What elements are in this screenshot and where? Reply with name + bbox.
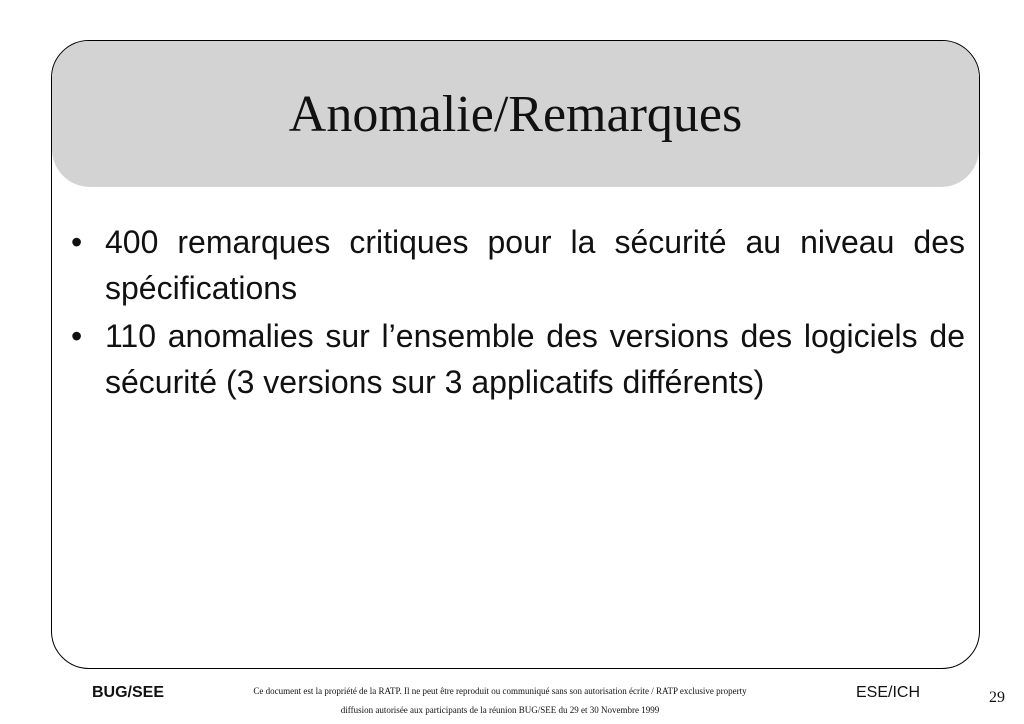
bullet-marker: • [71, 318, 83, 354]
bullet-marker: • [71, 224, 83, 260]
bullet-item [71, 313, 965, 405]
title-band [52, 41, 979, 187]
bullet-list [71, 219, 965, 407]
footer-notice-line1: Ce document est la propriété de la RATP. Il ne peut être reproduit ou communiqué sans son autorisation écrite / RATP exclusive property [253, 686, 747, 696]
slide-frame [51, 40, 980, 669]
footer-department: ESE/ICH [856, 684, 921, 701]
footer-organization: BUG/SEE [92, 684, 165, 701]
footer-notice [200, 685, 800, 716]
footer-notice-line2: diffusion autorisée aux participants de la réunion BUG/SEE du 29 et 30 Novembre 1999 [340, 705, 660, 715]
bullet-text: 110 anomalies sur l’ensemble des versions des logiciels de sécurité (3 versions sur 3 applicatifs différents) [105, 318, 965, 400]
slide-title: Anomalie/Remarques [288, 86, 743, 143]
page-number: 29 [989, 689, 1005, 706]
bullet-text: 400 remarques critiques pour la sécurité au niveau des spécifications [105, 224, 965, 306]
bullet-item [71, 219, 965, 311]
